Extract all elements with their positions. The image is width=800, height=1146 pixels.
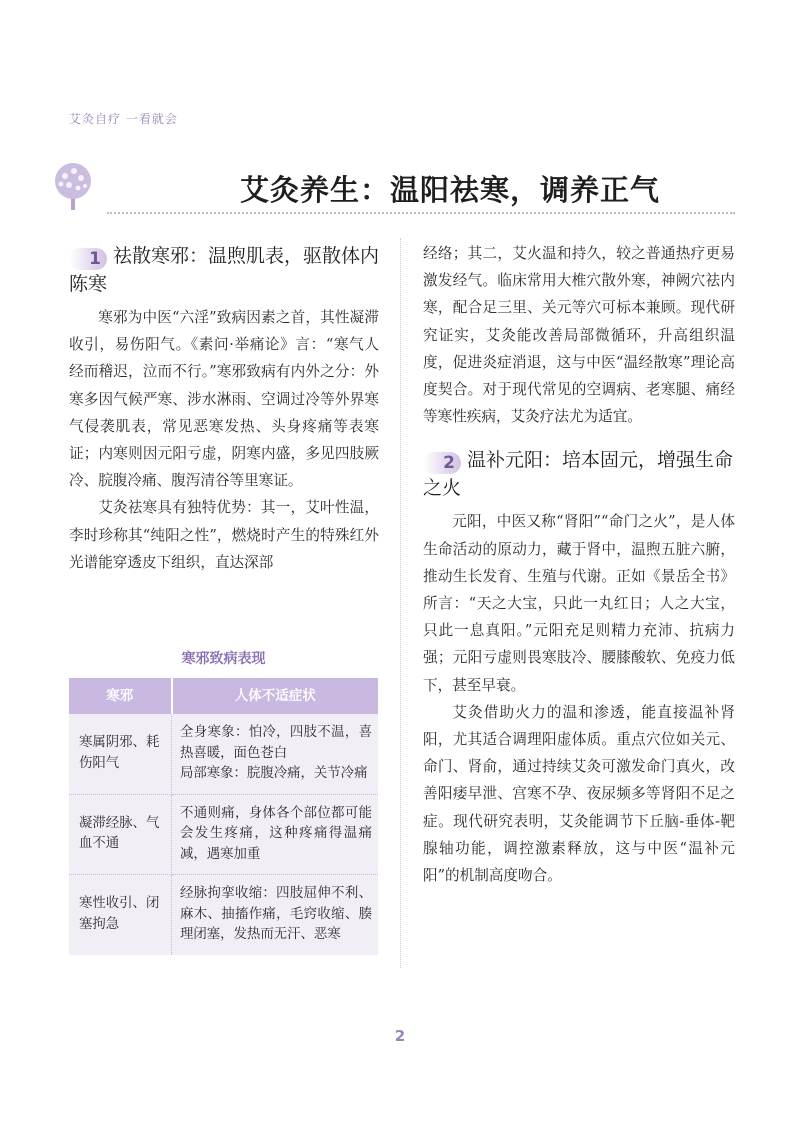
table-header-cell: 寒邪	[69, 678, 172, 714]
page-title: 艾灸养生：温阳祛寒，调养正气	[239, 173, 660, 207]
table-row	[69, 714, 378, 794]
section-2-number: 2	[423, 452, 461, 474]
section-1-heading	[69, 242, 379, 298]
table-row	[69, 875, 378, 955]
table-caption: 寒邪致病表现	[181, 651, 266, 667]
section-2-paragraph: 艾灸借助火力的温和渗透，能直接温补肾阳，尤其适合调理阳虚体质。重点穴位如关元、命门、肾俞，通过持续艾灸可激发命门真火，改善阳痿早泄、宫寒不孕、夜尿频多等肾阳不足之症。现代研究表明，艾灸能调节下丘脑-垂体-靶腺轴功能，调控激素释放，这与中医“温补元阳”的机制高度吻合。	[423, 703, 735, 885]
table-cell-symptom: 全身寒象：怕冷，四肢不温，喜热喜暖，面色苍白 局部寒象：脘腹冷痛，关节冷痛	[172, 714, 379, 794]
table-cell-name: 凝滞经脉、气血不通	[69, 794, 172, 875]
table-header-cell: 人体不适症状	[172, 678, 379, 714]
title-row	[50, 162, 735, 216]
section-1-heading-text: 祛散寒邪：温煦肌表，驱散体内陈寒	[69, 245, 380, 295]
right-column	[423, 240, 735, 889]
table-cell-symptom: 不通则痛，身体各个部位都可能会发生疼痛，这种疼痛得温痛减，遇寒加重	[172, 794, 379, 875]
section-2-paragraph: 元阳，中医又称“肾阳”“命门之火”，是人体生命活动的原动力，藏于肾中，温煦五脏六腑，推动生长发育、生殖与代谢。正如《景岳全书》所言：“天之大宝，只此一丸红日；人之大宝，只此一息真阳。”元阳充足则精力充沛、抗病力强；元阳亏虚则畏寒肢冷、腰膝酸软、免疫力低下，甚至早衰。	[423, 513, 735, 694]
running-head: 艾灸自疗 一看就会	[69, 112, 178, 126]
section-1-number: 1	[69, 248, 107, 270]
section-1-paragraph: 艾灸祛寒具有独特优势：其一，艾叶性温，李时珍称其“纯阳之性”，燃烧时产生的特殊红外光谱能穿透皮下组织，直达深部	[69, 499, 379, 571]
section-2-heading	[423, 446, 735, 502]
column-divider	[400, 238, 401, 968]
cold-evil-table	[69, 678, 378, 955]
tree-icon	[50, 162, 96, 212]
title-divider	[107, 212, 735, 214]
section-1-paragraph: 寒邪为中医“六淫”致病因素之首，其性凝滞收引，易伤阳气。《素问·举痛论》言：“寒气人经而稽迟，泣而不行。”寒邪致病有内外之分：外寒多因气候严寒、涉水淋雨、空调过冷等外界寒气侵袭肌表，常见恶寒发热、头身疼痛等表寒证；内寒则因元阳亏虚，阴寒内盛，多见四肢厥冷、脘腹冷痛、腹泻清谷等里寒证。	[69, 309, 379, 490]
table-header-row	[69, 678, 378, 714]
section-1-continuation: 经络；其二，艾火温和持久，较之普通热疗更易激发经气。临床常用大椎穴散外寒，神阙穴祛内寒，配合足三里、关元等穴可标本兼顾。现代研究证实，艾灸能改善局部微循环，升高组织温度，促进炎症消退，这与中医“温经散寒”理论高度契合。对于现代常见的空调病、老寒腿、痛经等寒性疾病，艾灸疗法尤为适宜。	[423, 245, 735, 426]
table-cell-name: 寒性收引、闭塞拘急	[69, 875, 172, 955]
table-cell-name: 寒属阴邪、耗伤阳气	[69, 714, 172, 794]
left-column	[69, 232, 379, 576]
page-number: 2	[394, 1027, 406, 1045]
table-row	[69, 794, 378, 875]
table-cell-symptom: 经脉拘挛收缩：四肢屈伸不利、麻木、抽搐作痛，毛窍收缩、腠理闭塞，发热而无汗、恶寒	[172, 875, 379, 955]
section-2-heading-text: 温补元阳：培本固元，增强生命之火	[423, 449, 734, 500]
